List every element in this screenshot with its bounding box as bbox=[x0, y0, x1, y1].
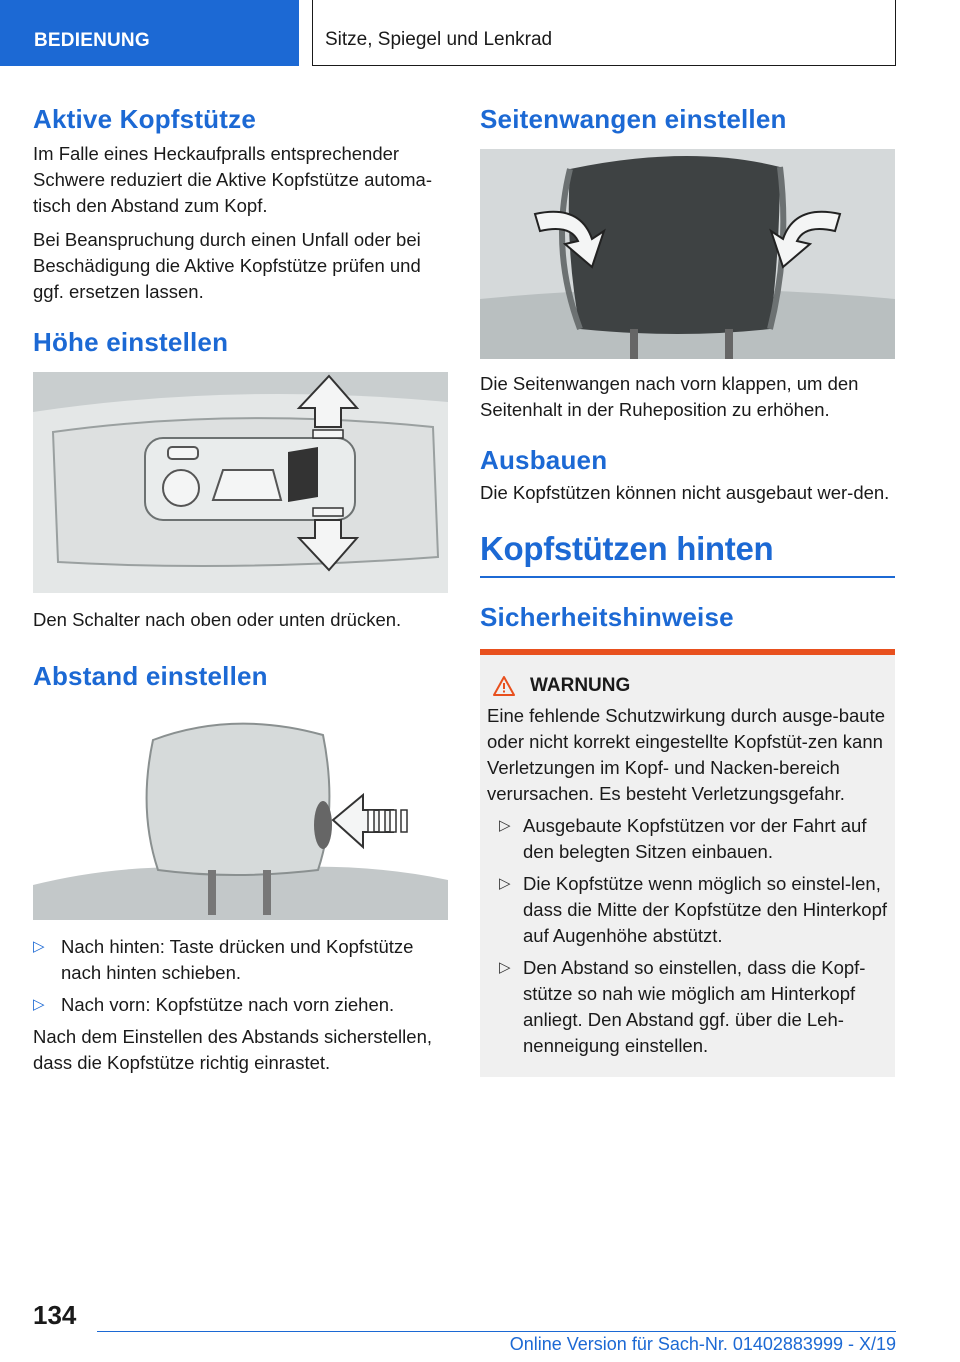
side-wings-figure bbox=[480, 149, 895, 359]
seat-switch-figure bbox=[33, 372, 448, 593]
triangle-right-icon: ▷ bbox=[499, 816, 511, 834]
seat-switch-illustration bbox=[33, 372, 448, 593]
headrest-distance-figure bbox=[33, 710, 448, 920]
side-wings-caption: Die Seitenwangen nach vorn klappen, um den Seitenhalt in der Ruheposition zu erhöhen. bbox=[480, 373, 859, 420]
list-item-text: Den Abstand so einstellen, dass die Kopf-stütze so nah wie möglich am Hinterkopf anliegt. Den Abstand ggf. über die Leh-nenneigung einstellen. bbox=[523, 956, 866, 1056]
list-item-text: Nach vorn: Kopfstütze nach vorn ziehen. bbox=[61, 994, 395, 1015]
list-item-text: Nach hinten: Taste drücken und Kopfstütze nach hinten schieben. bbox=[61, 936, 414, 983]
warning-steps bbox=[487, 813, 889, 1059]
header-chapter: Sitze, Spiegel und Lenkrad bbox=[312, 0, 896, 66]
height-adjust-title: Höhe einstellen bbox=[33, 327, 229, 357]
list-item bbox=[487, 955, 889, 1059]
safety-notes-title: Sicherheitshinweise bbox=[480, 601, 734, 632]
list-item-text: Die Kopfstütze wenn möglich so einstel-len, dass die Mitte der Kopfstütze den Hinterkopf auf Augenhöhe abstützt. bbox=[523, 872, 888, 946]
side-wings-illustration bbox=[480, 149, 895, 359]
page-number: 134 bbox=[33, 1300, 77, 1330]
list-item-text: Ausgebaute Kopfstützen vor der Fahrt auf den belegten Sitzen einbauen. bbox=[523, 814, 867, 862]
warning-text: Eine fehlende Schutzwirkung durch ausge-baute oder nicht korrekt eingestellte Kopfstüt-zen kann Verletzungen im Kopf- und Nacken-bereich verursachen. Es besteht Verletzungsgefahr. bbox=[487, 704, 886, 804]
triangle-right-icon: ▷ bbox=[499, 874, 511, 892]
distance-adjust-title: Abstand einstellen bbox=[33, 661, 268, 691]
rear-headrests-title: Kopfstützen hinten bbox=[480, 530, 774, 567]
height-adjust-caption: Den Schalter nach oben oder unten drücken. bbox=[33, 609, 402, 630]
warning-box bbox=[480, 649, 895, 1077]
active-headrest-title: Aktive Kopfstütze bbox=[33, 104, 256, 134]
side-wings-title: Seitenwangen einstellen bbox=[480, 104, 787, 134]
removal-title: Ausbauen bbox=[480, 445, 608, 475]
triangle-right-icon: ▷ bbox=[33, 996, 45, 1013]
removal-text: Die Kopfstützen können nicht ausgebaut wer-den. bbox=[480, 482, 890, 503]
triangle-right-icon: ▷ bbox=[33, 938, 45, 955]
list-item bbox=[33, 992, 448, 1018]
distance-steps bbox=[33, 934, 448, 1018]
warning-header bbox=[487, 675, 889, 697]
active-headrest-text-1: Im Falle eines Heckaufpralls entsprechender Schwere reduziert die Aktive Kopfstütze automa-tisch den Abstand zum Kopf. bbox=[33, 143, 432, 216]
active-headrest-text-2: Bei Beanspruchung durch einen Unfall oder bei Beschädigung die Aktive Kopfstütze prüfen und ggf. ersetzen lassen. bbox=[33, 229, 421, 302]
distance-after-text: Nach dem Einstellen des Abstands sicherstellen, dass die Kopfstütze richtig einrastet. bbox=[33, 1026, 432, 1073]
list-item bbox=[487, 813, 889, 865]
footer-rule bbox=[97, 1331, 896, 1332]
footer-online-version: Online Version für Sach-Nr. 01402883999 - X/19 bbox=[509, 1334, 896, 1354]
right-column bbox=[480, 100, 895, 1077]
list-item bbox=[487, 871, 889, 949]
title-rule bbox=[480, 576, 895, 578]
header-section: BEDIENUNG bbox=[0, 0, 299, 66]
headrest-distance-illustration bbox=[33, 710, 448, 920]
triangle-right-icon: ▷ bbox=[499, 958, 511, 976]
warning-label: WARNUNG bbox=[530, 674, 631, 696]
left-column bbox=[33, 100, 448, 1076]
warning-triangle-icon bbox=[492, 675, 516, 697]
list-item bbox=[33, 934, 448, 986]
